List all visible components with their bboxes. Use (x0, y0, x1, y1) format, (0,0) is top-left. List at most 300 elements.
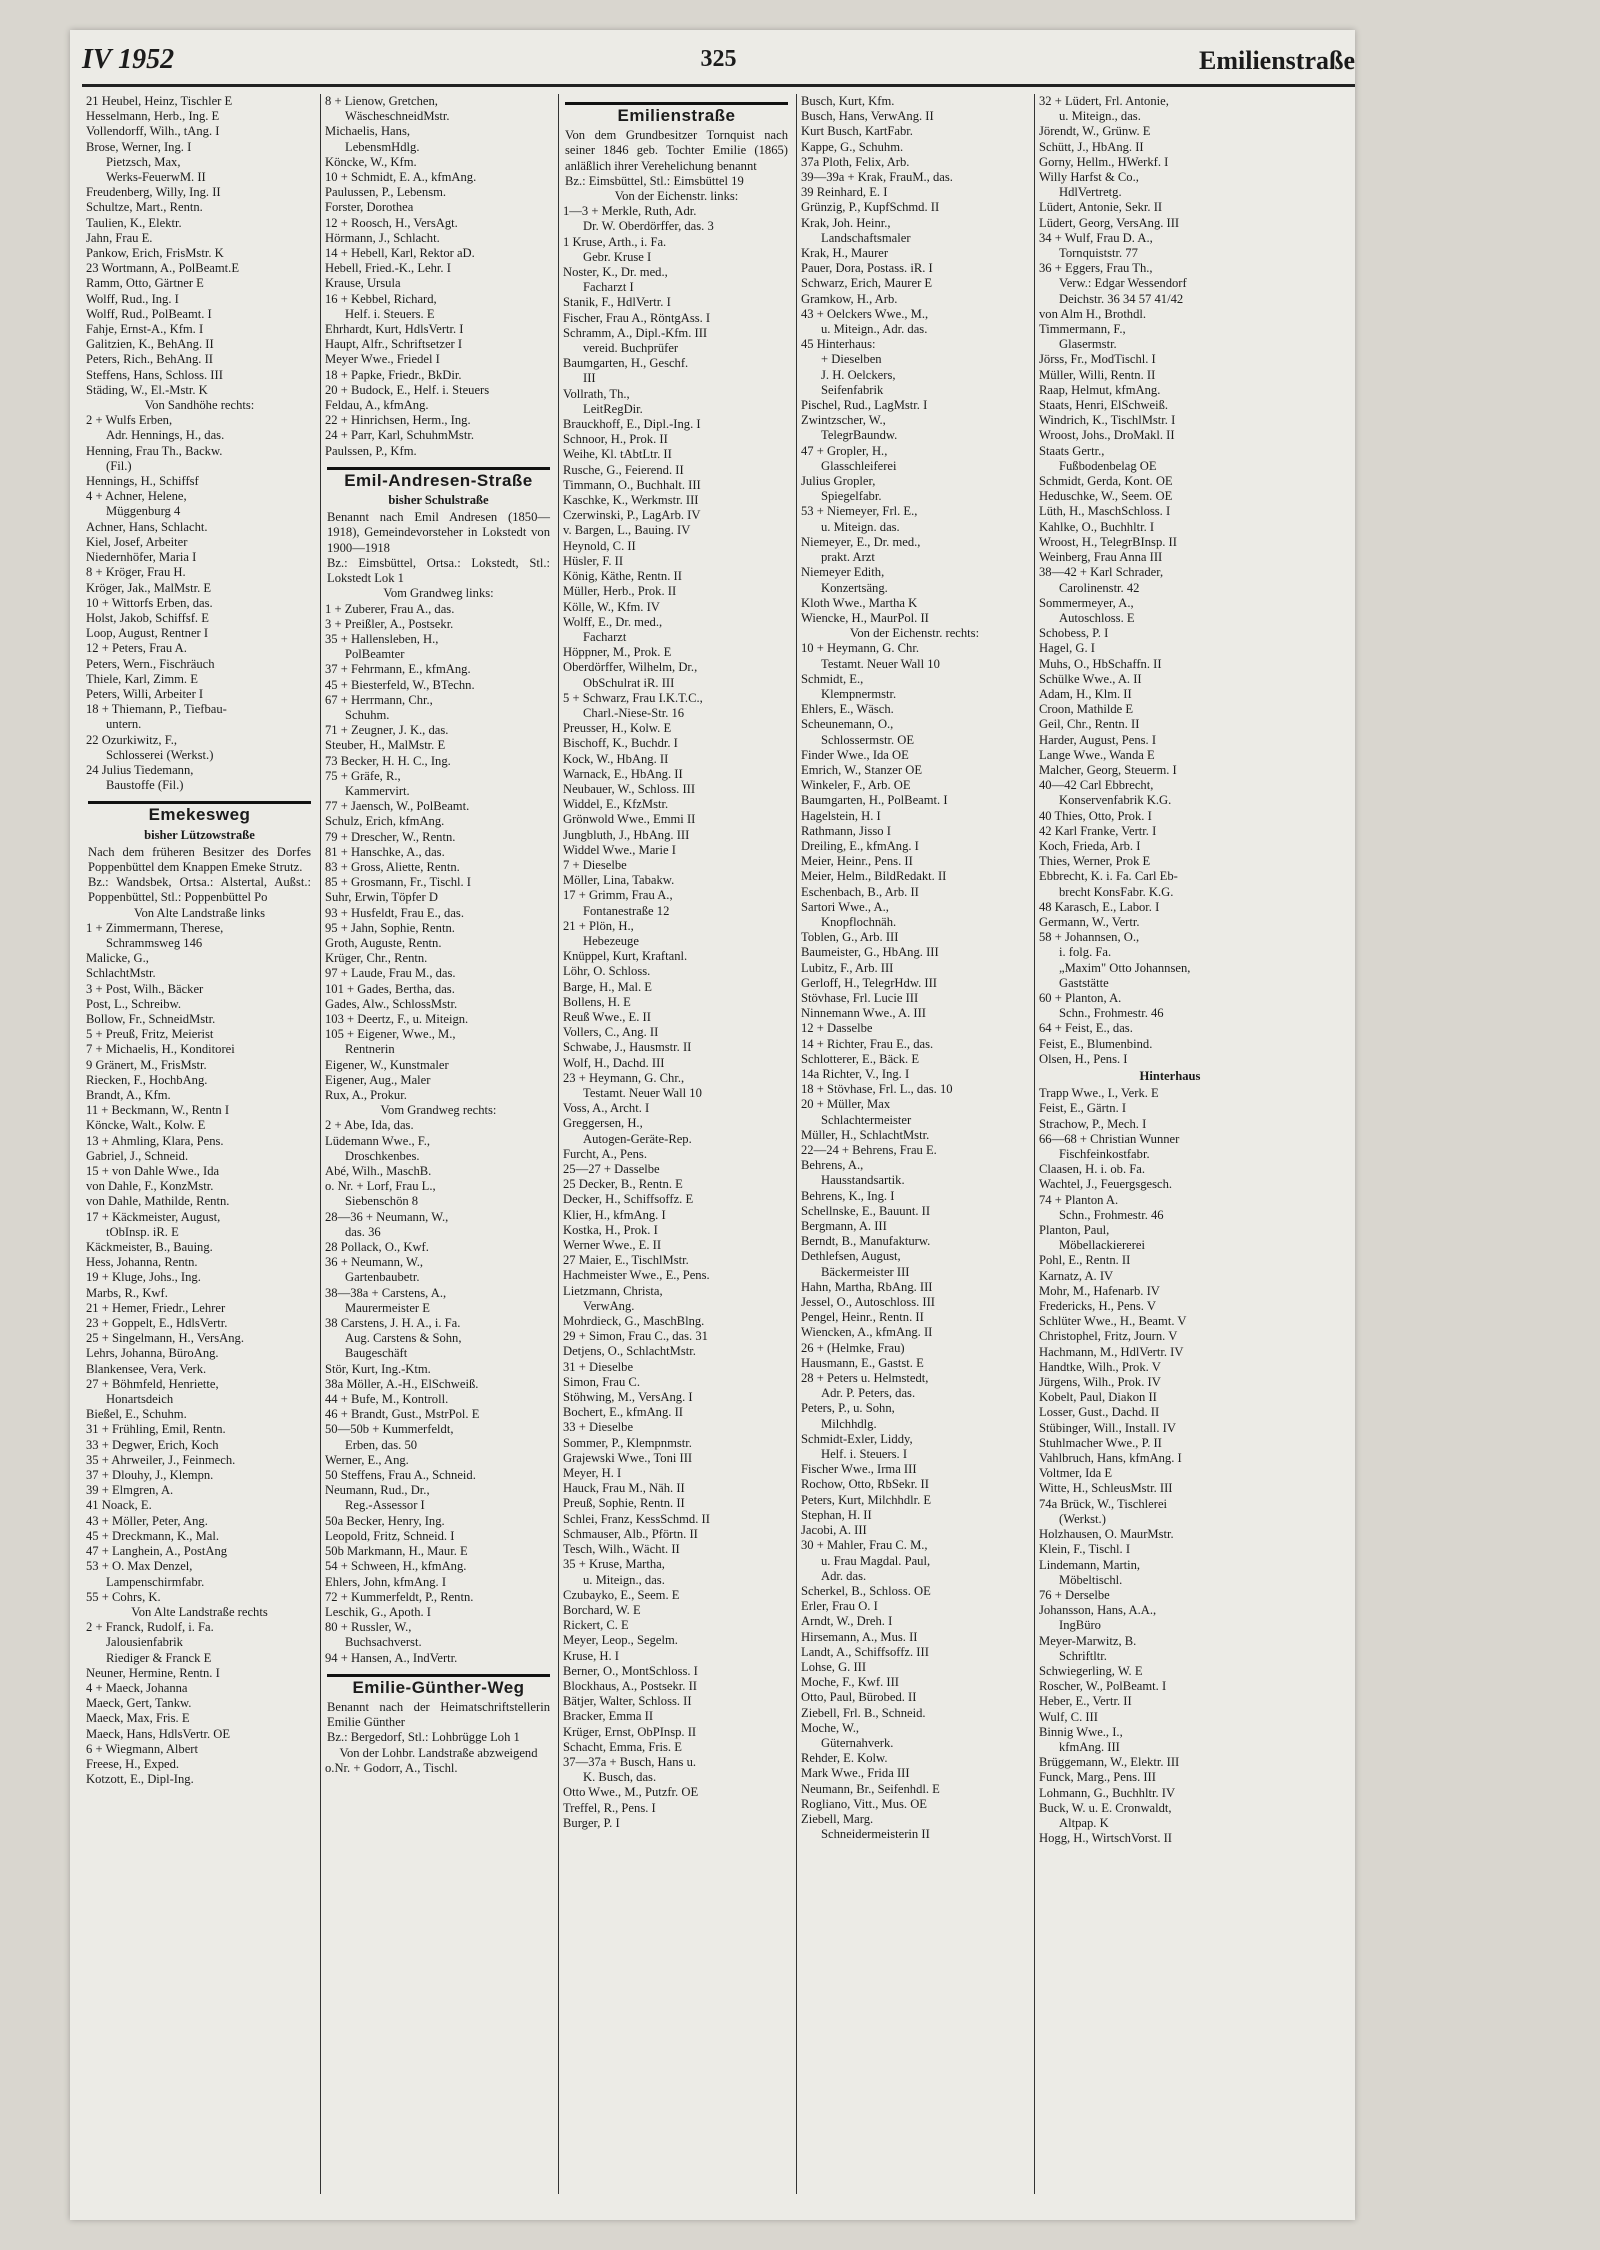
directory-entry: Schmauser, Alb., Pförtn. II (563, 1526, 698, 1541)
directory-entry: 37 + Fehrmann, E., kfmAng. (325, 662, 471, 677)
entry-continuation: III (583, 371, 596, 386)
directory-entry: 20 + Budock, E., Helf. i. Steuers (325, 382, 490, 397)
directory-entry: 7 + Michaelis, H., Konditorei (86, 1042, 235, 1057)
entry-continuation: Helf. i. Steuers. E (345, 306, 435, 321)
directory-entry: Riecken, F., HochbAng. (86, 1072, 208, 1087)
directory-entry: 12 + Dasselbe (801, 1021, 873, 1036)
directory-entry: Fischer, Frau A., RöntgAss. I (563, 310, 711, 325)
directory-entry: Mohr, M., Hafenarb. IV (1039, 1283, 1160, 1298)
directory-entry: Gramkow, H., Arb. (801, 291, 898, 306)
directory-entry: 97 + Laude, Frau M., das. (325, 966, 456, 981)
directory-entry: 27 + Böhmfeld, Henriette, (86, 1376, 219, 1391)
entry-continuation: Erben, das. 50 (345, 1437, 418, 1452)
directory-entry: Leopold, Fritz, Schneid. I (325, 1528, 455, 1543)
directory-entry: Köncke, W., Kfm. (325, 154, 417, 169)
directory-entry: 37—37a + Busch, Hans u. (563, 1754, 697, 1769)
directory-entry: Meyer, Leop., Segelm. (563, 1633, 678, 1648)
directory-entry: Jessel, O., Autoschloss. III (801, 1295, 935, 1310)
entry-continuation: Testamt. Neuer Wall 10 (821, 656, 940, 671)
direction-note: Vom Grandweg rechts: (380, 1103, 497, 1118)
entry-continuation: Autoschloss. E (1059, 610, 1135, 625)
directory-entry: 71 + Zeugner, J. K., das. (325, 723, 449, 738)
directory-entry: Hahn, Martha, RbAng. III (801, 1279, 933, 1294)
directory-entry: 36 + Neumann, W., (325, 1255, 424, 1270)
directory-entry: 101 + Gades, Bertha, das. (325, 981, 455, 996)
directory-entry: 18 + Stövhase, Frl. L., das. 10 (801, 1082, 953, 1097)
directory-entry: Fischer Wwe., Irma III (801, 1462, 917, 1477)
direction-note: Vom Grandweg links: (383, 586, 494, 601)
directory-entry: Krak, H., Maurer (801, 246, 889, 261)
directory-entry: Post, L., Schreibw. (86, 996, 182, 1011)
directory-entry: Niemeyer Edith, (801, 565, 885, 580)
entry-continuation: u. Miteign., Adr. das. (821, 322, 928, 337)
directory-entry: Fredericks, H., Pens. V (1039, 1299, 1156, 1314)
directory-entry: Hirsemann, A., Mus. II (801, 1629, 918, 1644)
directory-entry: 64 + Feist, E., das. (1039, 1021, 1133, 1036)
directory-entry: Windrich, K., TischlMstr. I (1039, 413, 1176, 428)
directory-entry: Baumeister, G., HbAng. III (801, 945, 939, 960)
entry-continuation: Adr. das. (821, 1568, 867, 1583)
directory-entry: Scherkel, B., Schloss. OE (801, 1583, 931, 1598)
directory-entry: 1 Kruse, Arth., i. Fa. (563, 234, 667, 249)
directory-entry: Galitzien, K., BehAng. II (86, 337, 214, 352)
directory-entry: 38—42 + Karl Schrader, (1039, 565, 1164, 580)
directory-entry: Maeck, Gert, Tankw. (86, 1696, 192, 1711)
directory-entry: Claasen, H. i. ob. Fa. (1039, 1162, 1145, 1177)
directory-entry: 47 + Gropler, H., (801, 443, 888, 458)
directory-entry: 37a Ploth, Felix, Arb. (801, 154, 910, 169)
directory-entry: Thies, Werner, Prok E (1039, 854, 1151, 869)
directory-entry: 39 Reinhard, E. I (801, 185, 888, 200)
entry-continuation: Schn., Frohmestr. 46 (1059, 1207, 1164, 1222)
directory-entry: Grajewski Wwe., Toni III (563, 1450, 693, 1465)
directory-entry: Landt, A., Schiffsoffz. III (801, 1644, 929, 1659)
directory-entry: 77 + Jaensch, W., PolBeamt. (325, 799, 470, 814)
directory-entry: Schütt, J., HbAng. II (1039, 139, 1144, 154)
entry-continuation: i. folg. Fa. (1059, 945, 1112, 960)
directory-entry: 39—39a + Krak, FrauM., das. (801, 170, 953, 185)
directory-entry: Vollrath, Th., (563, 386, 630, 401)
directory-entry: Gades, Alw., SchlossMstr. (325, 996, 458, 1011)
directory-entry: Jungbluth, J., HbAng. III (563, 827, 690, 842)
page-number: 325 (700, 46, 737, 72)
directory-entry: Julius Gropler, (801, 474, 876, 489)
directory-entry: Widdel Wwe., Marie I (563, 842, 676, 857)
directory-entry: 50b Markmann, H., Maur. E (325, 1544, 468, 1559)
directory-entry: 45 Hinterhaus: (801, 337, 876, 352)
directory-entry: Hebell, Fried.-K., Lehr. I (325, 261, 451, 276)
directory-entry: Dreiling, E., kfmAng. I (801, 838, 919, 853)
directory-entry: Paulussen, P., Lebensm. (325, 185, 447, 200)
volume-year: IV 1952 (82, 44, 175, 75)
street-description: Benannt nach Emil Andresen (1850—1918), Gemeindevorsteher in Lokstedt von 1900—1918 (327, 510, 550, 555)
directory-entry: 23 Wortmann, A., PolBeamt.E (86, 261, 240, 276)
entry-continuation: Müggenburg 4 (106, 504, 181, 519)
directory-entry: Noster, K., Dr. med., (563, 265, 668, 280)
entry-continuation: Güternahverk. (821, 1735, 894, 1750)
directory-entry: Hachmann, M., HdlVertr. IV (1039, 1344, 1184, 1359)
directory-entry: Barge, H., Mal. E (563, 979, 652, 994)
street-description: Bz.: Eimsbüttel, Ortsa.: Lokstedt, Stl.: Lokstedt Lok 1 (327, 555, 550, 586)
directory-entry: Berner, O., MontSchloss. I (563, 1663, 698, 1678)
directory-entry: Staats, Henri, ElSchweiß. (1039, 398, 1169, 413)
directory-entry: Hagel, G. I (1039, 641, 1095, 656)
directory-entry: Holzhausen, O. MaurMstr. (1039, 1527, 1174, 1542)
directory-entry: Sommermeyer, A., (1039, 595, 1134, 610)
directory-entry: 33 + Dieselbe (563, 1420, 634, 1435)
directory-entry: Suhr, Erwin, Töpfer D (325, 890, 438, 905)
directory-entry: Willy Harfst & Co., (1039, 170, 1139, 185)
direction-note: Von Alte Landstraße links (134, 905, 265, 920)
directory-entry: 22 + Hinrichsen, Herm., Ing. (325, 413, 471, 428)
directory-entry: Rusche, G., Feierend. II (563, 462, 684, 477)
directory-entry: Kölle, W., Kfm. IV (563, 599, 660, 614)
entry-continuation: Glasermstr. (1059, 337, 1117, 352)
directory-entry: Kröger, Jak., MalMstr. E (86, 580, 212, 595)
directory-entry: v. Bargen, L., Bauing. IV (563, 523, 691, 538)
directory-entry: Scheunemann, O., (801, 717, 894, 732)
directory-entry: Pauer, Dora, Postass. iR. I (801, 261, 933, 276)
directory-entry: Reuß Wwe., E. II (563, 1009, 651, 1024)
directory-entry: 28 Pollack, O., Kwf. (325, 1240, 429, 1255)
directory-entry: Müller, H., SchlachtMstr. (801, 1127, 930, 1142)
directory-entry: Groth, Auguste, Rentn. (325, 935, 442, 950)
directory-entry: Mark Wwe., Frida III (801, 1766, 910, 1781)
entry-continuation: u. Frau Magdal. Paul, (821, 1553, 931, 1568)
directory-entry: 1—3 + Merkle, Ruth, Adr. (563, 204, 697, 219)
column-3 (558, 94, 794, 2194)
directory-entry: Bochert, E., kfmAng. II (563, 1405, 683, 1420)
directory-entry: Ramm, Otto, Gärtner E (86, 276, 204, 291)
directory-entry: 66—68 + Christian Wunner (1039, 1131, 1180, 1146)
directory-entry: Bischoff, K., Buchdr. I (563, 736, 678, 751)
directory-entry: Städing, W., El.-Mstr. K (86, 382, 208, 397)
entry-continuation: Möbeltischl. (1059, 1572, 1123, 1587)
directory-entry: Meier, Heinr., Pens. II (801, 854, 913, 869)
directory-entry: Bießel, E., Schuhm. (86, 1407, 187, 1422)
section-subheading: bisher Schulstraße (388, 493, 489, 508)
directory-entry: 15 + von Dahle Wwe., Ida (86, 1164, 220, 1179)
direction-note: Von Sandhöhe rechts: (144, 398, 255, 413)
directory-entry: 38—38a + Carstens, A., (325, 1285, 447, 1300)
directory-entry: Sartori Wwe., A., (801, 899, 889, 914)
directory-entry: Schmidt, Gerda, Kont. OE (1039, 474, 1173, 489)
directory-entry: Harder, August, Pens. I (1039, 732, 1157, 747)
street-description: Benannt nach der Heimatschriftstellerin Emilie Günther (327, 1699, 550, 1730)
directory-entry: Widdel, E., KfzMstr. (563, 797, 669, 812)
entry-continuation: Werks-FeuerwM. II (106, 170, 206, 185)
directory-entry: Oberdörffer, Wilhelm, Dr., (563, 660, 698, 675)
entry-continuation: Klempnermstr. (821, 686, 897, 701)
directory-entry: Fahje, Ernst-A., Kfm. I (86, 322, 204, 337)
directory-entry: 39 + Elmgren, A. (86, 1483, 174, 1498)
directory-entry: 55 + Cohrs, K. (86, 1589, 161, 1604)
directory-entry: 85 + Grosmann, Fr., Tischl. I (325, 875, 472, 890)
directory-entry: 12 + Peters, Frau A. (86, 641, 187, 656)
directory-entry: Lüth, H., MaschSchloss. I (1039, 504, 1171, 519)
direction-note: Von der Lohbr. Landstraße abzweigend (339, 1745, 538, 1760)
directory-entry: 75 + Gräfe, R., (325, 768, 401, 783)
directory-entry: Tesch, Wilh., Wächt. II (563, 1542, 680, 1557)
directory-entry: Lehrs, Johanna, BüroAng. (86, 1346, 219, 1361)
direction-note: Von Alte Landstraße rechts (131, 1604, 268, 1619)
entry-continuation: Maurermeister E (345, 1300, 430, 1315)
entry-continuation: Reg.-Assessor I (345, 1498, 425, 1513)
directory-entry: 2 + Wulfs Erben, (86, 413, 173, 428)
directory-page (70, 30, 1355, 2220)
directory-entry: 67 + Herrmann, Chr., (325, 692, 433, 707)
directory-entry: Hörmann, J., Schlacht. (325, 230, 440, 245)
directory-entry: Kruse, H. I (563, 1648, 619, 1663)
directory-entry: 25—27 + Dasselbe (563, 1162, 660, 1177)
directory-entry: Müller, Herb., Prok. II (563, 584, 677, 599)
directory-entry: Kiel, Josef, Arbeiter (86, 534, 188, 549)
directory-entry: Lohse, G. III (801, 1659, 867, 1674)
directory-entry: Ziebell, Marg. (801, 1811, 874, 1826)
directory-entry: 29 + Simon, Frau C., das. 31 (563, 1329, 708, 1344)
entry-continuation: IngBüro (1059, 1618, 1101, 1633)
directory-entry: Rochow, Otto, RbSekr. II (801, 1477, 929, 1492)
directory-entry: Czerwinski, P., LagArb. IV (563, 508, 701, 523)
directory-entry: Lietzmann, Christa, (563, 1283, 663, 1298)
street-heading: Emekesweg (88, 801, 311, 825)
directory-entry: 42 Karl Franke, Vertr. I (1039, 823, 1157, 838)
directory-entry: 38 Carstens, J. H. A., i. Fa. (325, 1316, 461, 1331)
directory-entry: 11 + Beckmann, W., Rentn I (86, 1103, 230, 1118)
directory-entry: Behrens, K., Ing. I (801, 1188, 895, 1203)
directory-entry: Zwintzscher, W., (801, 413, 886, 428)
directory-entry: Henning, Frau Th., Backw. (86, 443, 223, 458)
directory-entry: Losser, Gust., Dachd. II (1039, 1405, 1160, 1420)
directory-entry: Czubayko, E., Seem. E (563, 1587, 680, 1602)
street-description: Nach dem früheren Besitzer des Dorfes Poppenbüttel dem Knappen Emeke Strutz. (88, 844, 311, 874)
directory-entry: Steuber, H., MalMstr. E (325, 738, 446, 753)
entry-continuation: Hebezeuge (583, 933, 639, 948)
entry-continuation: Hausstandsartik. (821, 1173, 905, 1188)
entry-continuation: Fußbodenbelag OE (1059, 458, 1157, 473)
directory-entry: Lüdemann Wwe., F., (325, 1133, 431, 1148)
directory-entry: Feist, E., Blumenbind. (1039, 1036, 1153, 1051)
directory-entry: Rux, A., Prokur. (325, 1088, 407, 1102)
entry-continuation: LebensmHdlg. (345, 139, 420, 154)
directory-entry: Hagelstein, H. I (801, 808, 881, 823)
directory-entry: 6 + Wiegmann, Albert (86, 1741, 198, 1756)
directory-entry: Krak, Joh. Heinr., (801, 215, 891, 230)
street-description: Bz.: Bergedorf, Stl.: Lohbrügge Loh 1 (327, 1730, 520, 1745)
directory-entry: Jürgens, Wilh., Prok. IV (1039, 1375, 1161, 1390)
directory-entry: Moche, W., (801, 1720, 860, 1735)
directory-entry: Schnoor, H., Prok. II (563, 432, 668, 447)
directory-entry: Gorny, Hellm., HWerkf. I (1039, 154, 1169, 169)
section-subheading: Hinterhaus (1139, 1069, 1201, 1083)
directory-entry: von Alm H., Brothdl. (1039, 306, 1147, 321)
entry-continuation: vereid. Buchprüfer (583, 341, 679, 356)
directory-entry: 14 + Hebell, Karl, Rektor aD. (325, 246, 475, 261)
directory-entry: Heber, E., Vertr. II (1039, 1694, 1132, 1709)
directory-entry: Baumgarten, H., PolBeamt. I (801, 793, 948, 808)
direction-note: Von der Eichenstr. rechts: (849, 626, 980, 641)
entry-continuation: + Dieselben (821, 352, 882, 367)
directory-entry: Voss, A., Archt. I (563, 1101, 650, 1116)
directory-entry: Niedernhöfer, Maria I (86, 550, 197, 565)
directory-entry: 48 Karasch, E., Labor. I (1039, 899, 1160, 914)
entry-continuation: Riediger & Franck E (106, 1650, 212, 1665)
entry-continuation: Schuhm. (345, 707, 390, 722)
entry-continuation: Baugeschäft (345, 1346, 408, 1361)
directory-entry: Freese, H., Exped. (86, 1756, 180, 1771)
directory-entry: Preusser, H., Kolw. E (563, 721, 672, 736)
directory-entry: 3 + Post, Wilh., Bäcker (86, 981, 204, 996)
directory-entry: Knüppel, Kurt, Kraftanl. (563, 949, 688, 964)
directory-entry: Wroost, Johs., DroMakl. II (1039, 428, 1175, 443)
entry-continuation: (Fil.) (106, 458, 132, 473)
directory-entry: Krause, Ursula (325, 276, 401, 291)
directory-entry: Leschik, G., Apoth. I (325, 1604, 431, 1619)
directory-entry: Timmann, O., Buchhalt. III (563, 477, 701, 492)
directory-entry: Staats Gertr., (1039, 443, 1105, 458)
directory-entry: Maeck, Max, Fris. E (86, 1711, 190, 1726)
directory-entry: 34 + Wulf, Frau D. A., (1039, 230, 1153, 245)
entry-continuation: Schrammsweg 146 (106, 935, 203, 950)
entry-continuation: Charl.-Niese-Str. 16 (583, 705, 685, 720)
directory-entry: o. Nr. + Lorf, Frau L., (325, 1179, 436, 1194)
directory-entry: Baumgarten, H., Geschf. (563, 356, 689, 371)
directory-entry: 4 + Achner, Helene, (86, 489, 187, 504)
directory-entry: Feist, E., Gärtn. I (1039, 1101, 1127, 1116)
directory-entry: Otto, Paul, Bürobed. II (801, 1690, 917, 1705)
directory-entry: 24 Julius Tiedemann, (86, 762, 194, 777)
directory-entry: Wulf, C. III (1039, 1709, 1098, 1724)
directory-entry: Meyer-Marwitz, B. (1039, 1633, 1137, 1648)
directory-entry: Johansson, Hans, A.A., (1039, 1603, 1157, 1618)
directory-entry: Binnig Wwe., I., (1039, 1724, 1123, 1739)
directory-entry: Pankow, Erich, FrisMstr. K (86, 246, 224, 261)
directory-entry: Grünzig, P., KupfSchmd. II (801, 200, 940, 215)
directory-entry: Vahlbruch, Hans, kfmAng. I (1039, 1451, 1182, 1466)
directory-entry: Bollens, H. E (563, 994, 631, 1009)
directory-entry: 33 + Degwer, Erich, Koch (86, 1437, 219, 1452)
entry-continuation: Glasschleiferei (821, 458, 897, 473)
directory-entry: Schmidt-Exler, Liddy, (801, 1431, 913, 1446)
directory-entry: 2 + Abe, Ida, das. (325, 1118, 414, 1133)
directory-entry: Winkeler, F., Arb. OE (801, 778, 911, 793)
entry-continuation: das. 36 (345, 1224, 381, 1239)
directory-entry: Ziebell, Frl. B., Schneid. (801, 1705, 926, 1720)
directory-entry: Witte, H., SchleusMstr. III (1039, 1481, 1173, 1496)
directory-entry: Schramm, A., Dipl.-Kfm. III (563, 325, 708, 340)
directory-entry: Weihe, Kl. tAbtLtr. II (563, 447, 672, 462)
directory-entry: 37 + Dlouhy, J., Klempn. (86, 1468, 214, 1483)
directory-entry: 31 + Dieselbe (563, 1359, 634, 1374)
directory-entry: Detjens, O., SchlachtMstr. (563, 1344, 696, 1359)
directory-entry: Wiencke, H., MaurPol. II (801, 610, 929, 625)
directory-entry: 40 Thies, Otto, Prok. I (1039, 808, 1152, 823)
directory-entry: 40—42 Carl Ebbrecht, (1039, 778, 1154, 793)
entry-continuation: VerwAng. (583, 1298, 635, 1313)
directory-entry: Krüger, Ernst, ObPInsp. II (563, 1724, 697, 1739)
directory-entry: Klier, H., kfmAng. I (563, 1207, 666, 1222)
directory-entry: Sommer, P., Klempnmstr. (563, 1435, 692, 1450)
directory-entry: 4 + Maeck, Johanna (86, 1680, 188, 1695)
directory-entry: Wolff, E., Dr. med., (563, 614, 663, 629)
entry-continuation: Verw.: Edgar Wessendorf (1059, 276, 1187, 291)
directory-entry: 25 + Singelmann, H., VersAng. (86, 1331, 244, 1346)
directory-entry: Meyer, H. I (563, 1466, 622, 1481)
entry-continuation: K. Busch, das. (583, 1770, 657, 1785)
directory-entry: Funck, Marg., Pens. III (1039, 1770, 1156, 1785)
directory-entry: Blankensee, Vera, Verk. (86, 1361, 207, 1376)
street-description: Von dem Grundbesitzer Tornquist nach seiner 1846 geb. Tochter Emilie (1865) anläßlich ihrer Verehelichung benannt (565, 128, 788, 173)
directory-entry: 74a Brück, W., Tischlerei (1039, 1496, 1168, 1511)
directory-entry: 28—36 + Neumann, W., (325, 1209, 449, 1224)
directory-entry: 41 Noack, E. (86, 1498, 152, 1513)
street-heading: Emil-Andresen-Straße (327, 467, 550, 491)
directory-entry: Stephan, H. II (801, 1507, 872, 1522)
directory-entry: Haupt, Alfr., Schriftsetzer I (325, 337, 463, 352)
directory-entry: Köncke, Walt., Kolw. E (86, 1118, 206, 1133)
directory-entry: Kappe, G., Schuhm. (801, 139, 904, 154)
directory-entry: 26 + (Helmke, Frau) (801, 1340, 905, 1355)
directory-entry: Marbs, R., Kwf. (86, 1285, 168, 1300)
directory-entry: Jacobi, A. III (801, 1523, 867, 1538)
directory-entry: 8 + Lienow, Gretchen, (325, 94, 438, 108)
directory-entry: Emrich, W., Stanzer OE (801, 762, 923, 777)
entry-continuation: Milchhdlg. (821, 1416, 877, 1431)
column-2 (320, 94, 556, 2194)
directory-entry: 35 + Ahrweiler, J., Feinmech. (86, 1452, 236, 1467)
directory-entry: 21 + Plön, H., (563, 918, 634, 933)
directory-entry: Eschenbach, B., Arb. II (801, 884, 919, 899)
directory-entry: 3 + Preißler, A., Postsekr. (325, 616, 454, 631)
entry-continuation: u. Miteign., das. (583, 1572, 665, 1587)
directory-entry: 44 + Bufe, M., Kontroll. (325, 1392, 449, 1407)
directory-entry: Rogliano, Vitt., Mus. OE (801, 1796, 928, 1811)
entry-continuation: Pietzsch, Max, (106, 154, 181, 169)
directory-entry: Rathmann, Jisso I (801, 823, 891, 838)
entry-continuation: tObInsp. iR. E (106, 1224, 179, 1239)
directory-entry: Schacht, Emma, Fris. E (563, 1739, 682, 1754)
entry-continuation: Schriftltr. (1059, 1648, 1107, 1663)
street-heading: Emilie-Günther-Weg (327, 1674, 550, 1698)
directory-entry: Karnatz, A. IV (1039, 1268, 1114, 1283)
directory-entry: 28 + Peters u. Helmstedt, (801, 1371, 929, 1386)
directory-entry: Feldau, A., kfmAng. (325, 398, 429, 413)
directory-entry: Germann, W., Vertr. (1039, 914, 1140, 929)
entry-continuation: prakt. Arzt (821, 550, 875, 565)
entry-continuation: HdlVertretg. (1059, 185, 1122, 200)
entry-continuation: WäscheschneidMstr. (345, 109, 450, 124)
columns-container (82, 94, 1355, 2194)
entry-continuation: Baustoffe (Fil.) (106, 778, 184, 793)
entry-continuation: Buchsachverst. (345, 1635, 422, 1650)
directory-entry: Brauckhoff, E., Dipl.-Ing. I (563, 417, 701, 432)
entry-continuation: Möbellackiererei (1059, 1238, 1146, 1253)
directory-entry: König, Käthe, Rentn. II (563, 569, 682, 584)
directory-entry: Borchard, W. E (563, 1602, 641, 1617)
directory-entry: 18 + Thiemann, P., Tiefbau- (86, 702, 227, 717)
directory-entry: Gerloff, H., TelegrHdw. III (801, 975, 937, 990)
directory-entry: 53 + O. Max Denzel, (86, 1559, 193, 1574)
directory-entry: Jahn, Frau E. (86, 230, 153, 245)
directory-entry: Hüsler, F. II (563, 553, 624, 568)
column-4 (796, 94, 1032, 2194)
entry-continuation: Seifenfabrik (821, 382, 884, 397)
directory-entry: Brandt, A., Kfm. (86, 1088, 171, 1102)
entry-continuation: LeitRegDir. (583, 401, 643, 416)
entry-continuation: Helf. i. Steuers. I (821, 1447, 908, 1462)
entry-continuation: u. Miteign., das. (1059, 109, 1141, 124)
directory-entry: Möller, Lina, Tabakw. (563, 873, 675, 888)
